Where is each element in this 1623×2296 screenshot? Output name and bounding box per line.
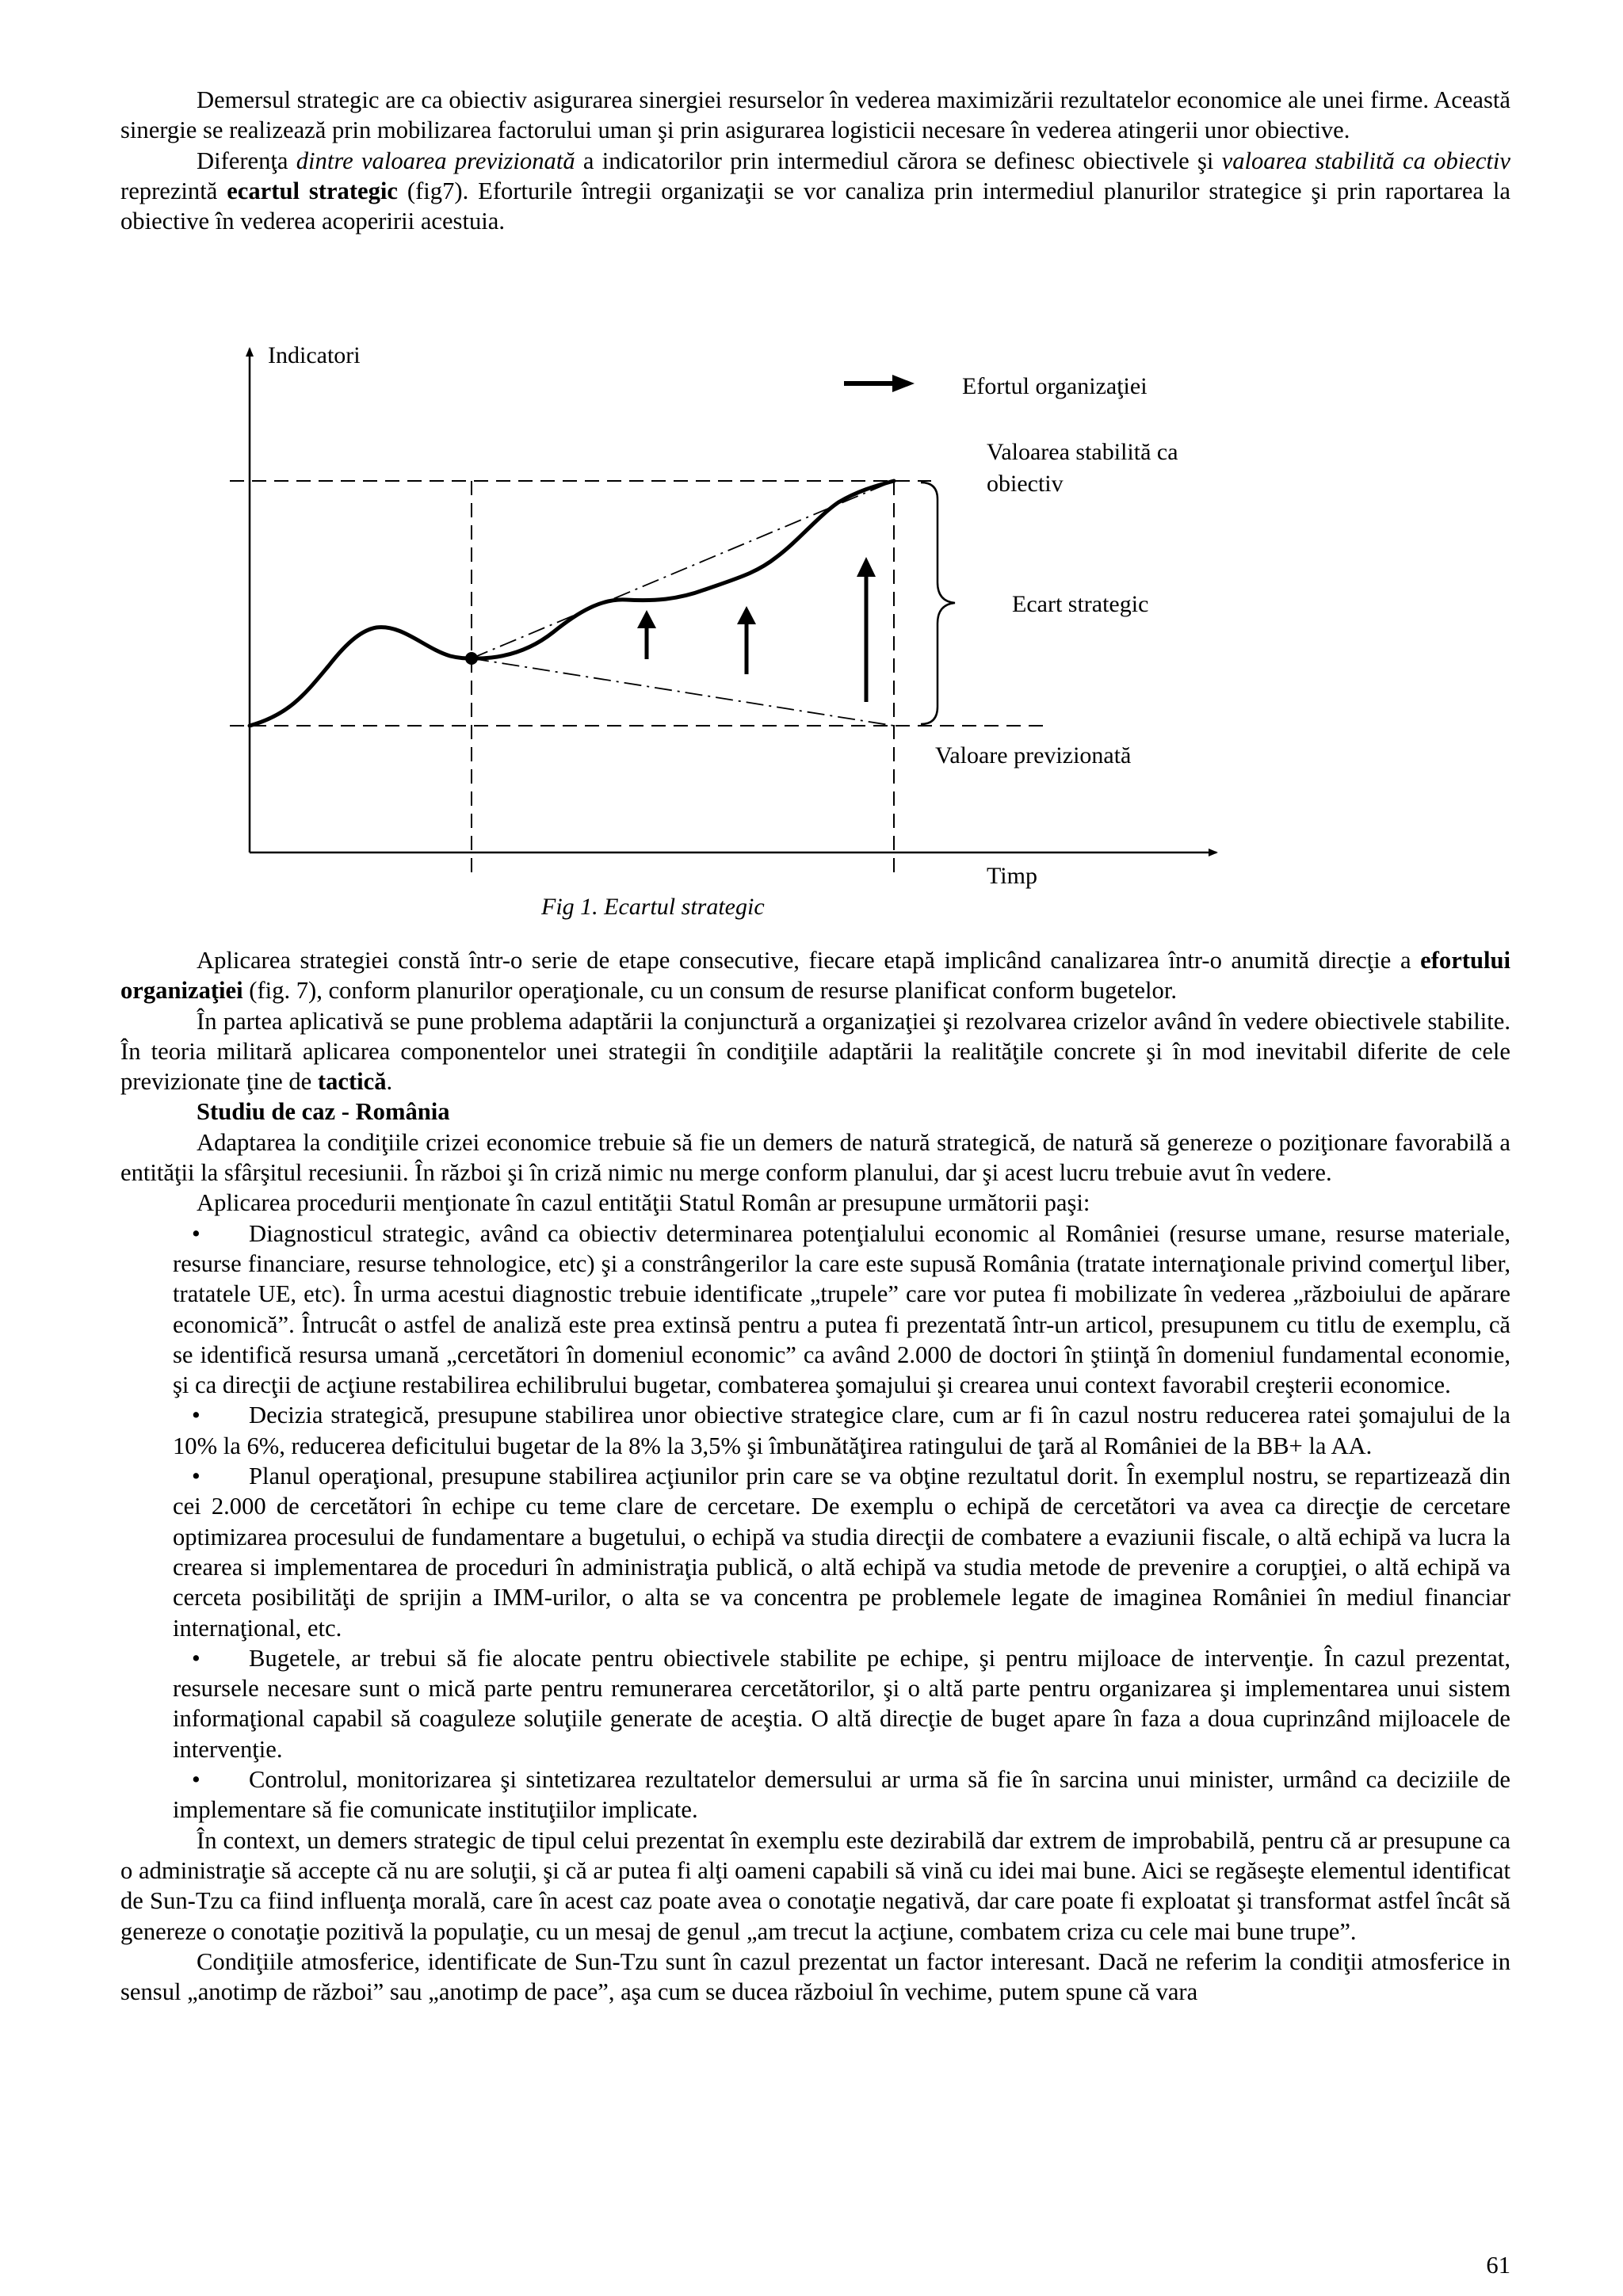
strategic-gap-figure [230, 333, 1236, 927]
legend-label: Efortul organizaţiei [962, 373, 1148, 399]
text-run: Diferenţa [197, 147, 296, 174]
text-run: a indicatorilor prin intermediul cărora se definesc obiectivele şi [575, 147, 1222, 174]
forecast-label: Valoare previzionată [935, 742, 1132, 769]
text-run: Planul operaţional, presupune stabilirea acţiunilor prin care se va obţine rezultatul dorit. În exemplul nostru, se repartizează din cei 2.000 de cercetători în echipe cu teme clare de cercetare. De exemplu o echipă de cercetători va avea ca direcţie de cercetare optimizarea procesului de fundamentare a bugetului, o echipă va studia direcţii de combatere a evaziunii fiscale, o altă echipă va lucra la crearea si implementarea de proceduri în administraţia publică, o altă echipă va studia metode de prevenire a corupţiei, o altă echipă va cerceta posibilităţi de sprijin a IMM-urilor, o alta se va concentra pe problemele legate de imaginea României în mediul financiar internaţional, etc. [173, 1463, 1510, 1642]
text-run: În context, un demers strategic de tipul celui prezentat în exemplu este dezirabilă dar extrem de improbabilă, pentru că ar presupune ca o administraţie să accepte că nu are soluţii, şi că ar putea fi alţi oameni capabili să vină cu idei mai bune. Aici se regăseşte elementul identificat de Sun-Tzu ca fiind influenţa morală, care în acest caz poate avea o conotaţie negativă, dar care poate fi exploatat şi transformat astfel încât să genereze o conotaţie pozitivă la populaţie, cu un mesaj de genul „am trecut la acţiune, combatem criza cu cele mai bune trupe”. [120, 1826, 1510, 1945]
paragraph [120, 945, 1510, 1006]
x-axis-label: Timp [987, 863, 1037, 889]
bullet-item [120, 1400, 1510, 1461]
figure-caption: Fig 1. Ecartul strategic [541, 894, 765, 920]
target-label-line1: Valoarea stabilită ca [987, 439, 1178, 465]
legend-arrow-icon [844, 375, 915, 392]
effort-arrow-medium [737, 606, 756, 674]
body-text-top [120, 85, 1510, 236]
effort-arrow-large [857, 557, 876, 702]
bullet-item [120, 1461, 1510, 1643]
body-text-bottom [120, 945, 1510, 2007]
start-point [465, 652, 478, 665]
text-run: Controlul, monitorizarea şi sintetizarea rezultatelor demersului ar urma să fie în sarcina unui minister, urmând ca deciziile de implementare să fie comunicate instituţiilor implicate. [173, 1766, 1510, 1824]
text-run: reprezintă [120, 177, 227, 204]
paragraph [120, 1947, 1510, 2008]
italic-text: valoarea stabilită ca obiectiv [1221, 147, 1510, 174]
target-label-line2: obiectiv [987, 471, 1064, 497]
evolution-curve [250, 481, 894, 726]
italic-text: dintre valoarea previzionată [296, 147, 575, 174]
text-run: Demersul strategic are ca obiectiv asigurarea sinergiei resurselor în vederea maximizării rezultatelor economice ale unei firme. Această sinergie se realizează prin mobilizarea factorului uman şi prin asigurarea logisticii necesare în vederea atingerii unor obiective. [120, 86, 1510, 144]
projection-to-forecast [472, 658, 894, 726]
text-run: (fig. 7), conform planurilor operaţionale, cu un consum de resurse planificat conform bugetelor. [242, 977, 1177, 1005]
text-run: Bugetele, ar trebui să fie alocate pentru obiectivele stabilite pe echipe, şi pentru mijloace de intervenţie. În cazul prezentat, resursele necesare sunt o mică parte pentru remunerarea cercetătorilor, şi o altă parte pentru organizarea şi implementarea unui sistem informaţional capabil să coaguleze soluţiile generate de aceştia. O altă direcţie de buget apare în faza a doua cuprinzând mijloacele de intervenţie. [173, 1644, 1510, 1763]
bullet-item [120, 1219, 1510, 1401]
text-run: Aplicarea procedurii menţionate în cazul entităţii Statul Român ar presupune următorii paşi: [197, 1189, 1090, 1217]
text-run: În partea aplicativă se pune problema adaptării la conjunctură a organizaţiei şi rezolvarea crizelor având în vedere obiectivele stabilite. În teoria militară aplicarea componentelor unei strategii în condiţiile adaptării la realităţile concrete şi în mod inevitabil diferite de cele previzionate ţine de [120, 1007, 1510, 1096]
text-run: Condiţiile atmosferice, identificate de Sun-Tzu sunt în cazul prezentat un factor interesant. Dacă ne referim la condiţii atmosferice in sensul „anotimp de război” sau „anotimp de pace”, aşa cum se ducea războiul în vechime, putem spune că vara [120, 1947, 1510, 2006]
text-run: . [386, 1068, 393, 1096]
effort-arrow-small [637, 610, 656, 659]
page-number: 61 [1486, 2252, 1510, 2279]
gap-label: Ecart strategic [1012, 591, 1149, 617]
paragraph [120, 1825, 1510, 1947]
text-run: Diagnosticul strategic, având ca obiectiv determinarea potenţialului economic al României (resurse umane, resurse materiale, resurse financiare, resurse tehnologice, etc) şi a constrângerilor la care este supusă România (tratate internaţionale privind comerţul liber, tratatele UE, etc). În urma acestui diagnostic trebuie identificate „trupele” care vor putea fi mobilizate în vederea „războiului de apărare economică”. Întrucât o astfel de analiză este prea extinsă pentru a putea fi prezentată într-un articol, presupunem cu titlu de exemplu, că se identifică resursa umană „cercetători în domeniul economic” ca având 2.000 de doctori în ştiinţă în domeniul fundamental economie, şi ca direcţii de acţiune restabilirea echilibrului bugetar, combaterea şomajului şi crearea unui context favorabil creşterii economice. [173, 1219, 1510, 1399]
text-run: Aplicarea strategiei constă într-o serie de etape consecutive, fiecare etapă implicând canalizarea într-o anumită direcţie a [197, 947, 1421, 974]
paragraph [120, 1097, 1510, 1127]
bold-text: Studiu de caz - România [197, 1098, 450, 1126]
y-axis-label: Indicatori [268, 342, 361, 368]
text-run: Decizia strategică, presupune stabilirea unor obiective strategice clare, cum ar fi în cazul nostru reducerea ratei şomajului de la 10% la 6%, reducerea deficitului bugetar de la 8% la 3,5% şi îmbunătăţirea ratingului de ţară al României de la BB+ la AA. [173, 1402, 1510, 1459]
bullet-item [120, 1643, 1510, 1764]
paragraph [120, 1188, 1510, 1218]
bold-text: tactică [317, 1068, 387, 1096]
paragraph [120, 1006, 1510, 1097]
paragraph [120, 146, 1510, 237]
bold-text: efortului organizaţiei [120, 947, 1510, 1005]
text-run: (fig7). Eforturile întregii organizaţii se vor canaliza prin intermediul planurilor strategice şi prin raportarea la obiective în vederea acoperirii acestuia. [120, 177, 1511, 235]
paragraph [120, 1127, 1510, 1188]
bold-text: ecartul strategic [227, 177, 398, 204]
bullet-item [120, 1764, 1510, 1825]
paragraph [120, 85, 1510, 146]
text-run: Adaptarea la condiţiile crizei economice trebuie să fie un demers de natură strategică, de natură să genereze o poziţionare favorabilă a entităţii la sfârşitul recesiunii. În război şi în criză nimic nu merge conform planului, dar şi acest lucru trebuie avut în vedere. [120, 1128, 1510, 1187]
gap-brace [921, 482, 955, 724]
